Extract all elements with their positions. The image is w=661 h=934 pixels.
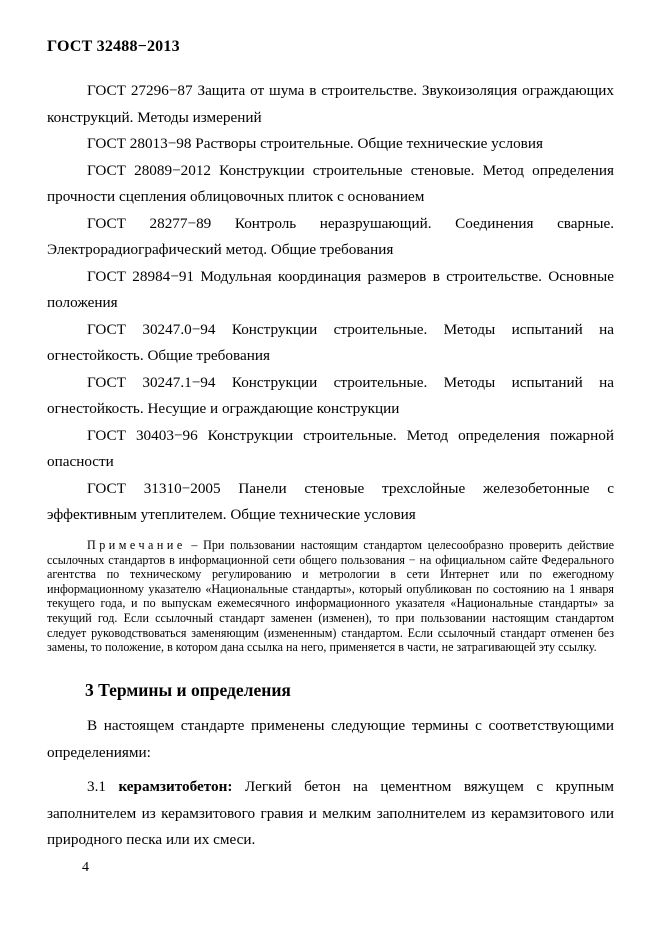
term-text: Легкий бетон на цементном вяжущем с крупным заполнителем из керамзитового гравия и мелким заполнителем из керамзитового или природного песка или их смеси.: [47, 778, 615, 848]
section-title: 3 Термины и определения: [85, 680, 291, 700]
reference-item: ГОСТ 30247.1−94 Конструкции строительные. Методы испытаний на огнестойкость. Несущие и ограждающие конструкции: [47, 373, 614, 417]
reference-item: ГОСТ 28984−91 Модульная координация размеров в строительстве. Основные положения: [47, 267, 614, 311]
reference-item: ГОСТ 28013−98 Растворы строительные. Общие технические условия: [87, 135, 543, 152]
standard-header: ГОСТ 32488−2013: [47, 38, 180, 55]
page-number: 4: [82, 860, 89, 875]
term-number: 3.1: [87, 778, 119, 795]
reference-item: ГОСТ 30247.0−94 Конструкции строительные. Методы испытаний на огнестойкость. Общие требования: [47, 320, 614, 364]
reference-item: ГОСТ 28277−89 Контроль неразрушающий. Соединения сварные. Электрорадиографический метод. Общие требования: [47, 214, 614, 258]
normative-references-list: [47, 78, 614, 529]
reference-item: ГОСТ 28089−2012 Конструкции строительные стеновые. Метод определения прочности сцепления облицовочных плиток с основанием: [47, 161, 614, 205]
reference-item: ГОСТ 31310−2005 Панели стеновые трехслойные железобетонные с эффективным утеплителем. Общие технические условия: [47, 479, 614, 523]
term-name: керамзитобетон:: [118, 778, 233, 795]
reference-item: ГОСТ 27296−87 Защита от шума в строительстве. Звукоизоляция ограждающих конструкций. Методы измерений: [47, 82, 614, 126]
reference-item: ГОСТ 30403−96 Конструкции строительные. Метод определения пожарной опасности: [47, 426, 614, 470]
note-label: Примечание: [87, 538, 186, 552]
note-text: – При пользовании настоящим стандартом целесообразно проверить действие ссылочных стандартов в информационной сети общего пользования − на официальном сайте Федерального агентства по техническому регулированию и метрологии в сети Интернет или по ежегодному информационному указателю «Национальные стандарты», который опубликован по состоянию на 1 января текущего года, и по выпускам ежемесячного информационного указателя «Национальные стандарты» за текущий год. Если ссылочный стандарт заменен (изменен), то при пользовании настоящим стандартом следует руководствоваться заменяющим (измененным) стандартом. Если ссылочный стандарт отменен без замены, то положение, в котором дана ссылка на него, применяется в части, не затрагивающей эту ссылку.: [47, 538, 614, 655]
term-definition: [47, 774, 614, 854]
section-intro: В настоящем стандарте применены следующие термины с соответствующими определениями:: [47, 717, 614, 761]
terms-section: [47, 713, 614, 862]
references-note: [47, 538, 614, 655]
